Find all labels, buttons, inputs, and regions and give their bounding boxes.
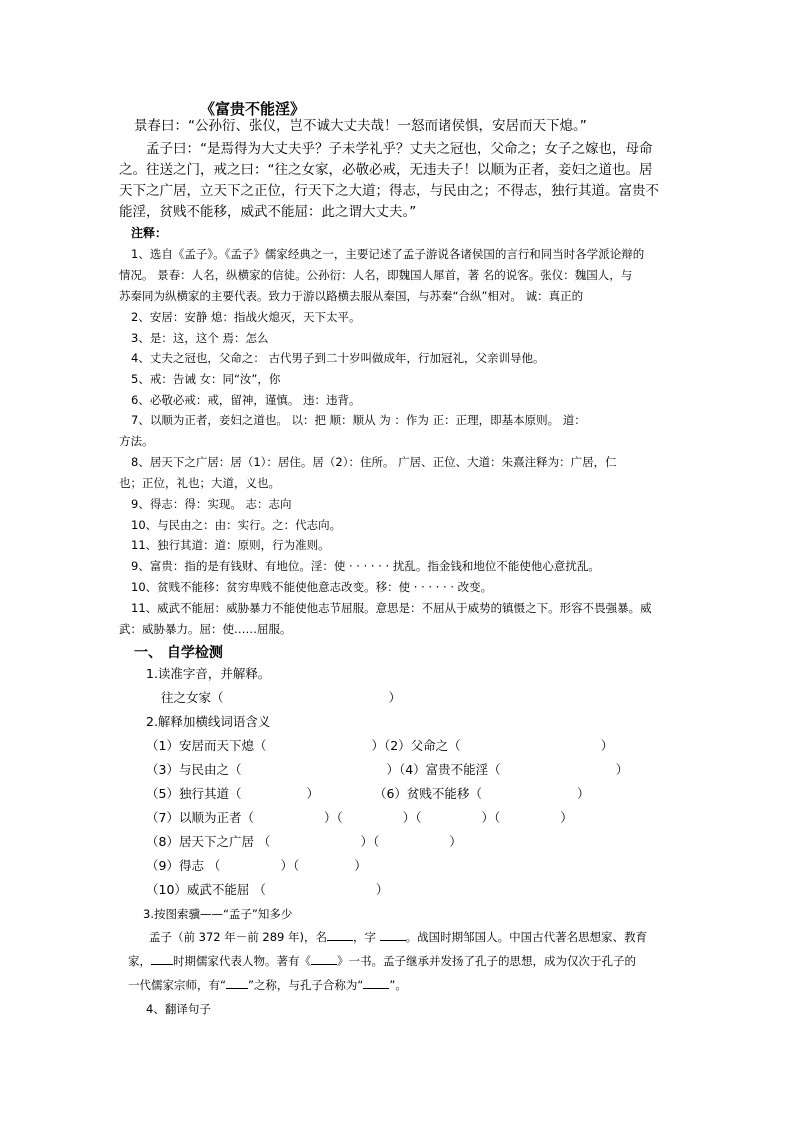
q2-close-5: ） bbox=[560, 810, 573, 825]
q2-item-7: （7）以顺为正者（ bbox=[146, 810, 254, 825]
passage-line-3: 之。往送之门，戒之曰：“往之女家，必敬必戒，无违夫子！以顺为正者，妾妇之道也。居 bbox=[119, 162, 653, 178]
note-8b: 也；正位，礼也；大道，义也。 bbox=[119, 476, 280, 490]
q2-close-4: ） bbox=[576, 786, 590, 801]
q2-row-4 bbox=[146, 809, 573, 827]
q2-item-9: （9）得志 （ bbox=[146, 858, 221, 873]
q3-l2-part-a: 家， bbox=[128, 954, 151, 968]
q2-row-2 bbox=[146, 761, 628, 779]
passage-line-5: 能淫，贫贱不能移，威武不能屈：此之谓大丈夫。” bbox=[119, 204, 417, 220]
note-2: 2、安居：安静 熄：指战火熄灭，天下太平。 bbox=[131, 310, 361, 324]
q2-close-6: ） bbox=[449, 834, 462, 849]
note-9b: 9、富贵：指的是有钱财、有地位。淫：使 · · · · · · 扰乱。指金钱和地位不能使他心意扰乱。 bbox=[131, 559, 600, 573]
q3-l1-part-c: 。战国时期邹国人。中国古代著名思想家、教育 bbox=[405, 930, 648, 944]
q2-row-5 bbox=[146, 833, 462, 851]
q2-item-6: （6）贫贱不能移（ bbox=[373, 786, 482, 801]
q2-item-8: （8）居天下之广居 （ bbox=[146, 834, 271, 849]
section-heading: 一、 自学检测 bbox=[134, 645, 223, 661]
q2-item-1: （1）安居而天下熄（ bbox=[146, 738, 267, 753]
note-3: 3、是：这，这个 焉：怎么 bbox=[131, 331, 269, 345]
q2-item-3: （3）与民由之（ bbox=[146, 762, 242, 777]
q3-blank-book[interactable] bbox=[311, 952, 337, 965]
note-7b: 方法。 bbox=[119, 434, 154, 448]
q3-blank-courtesy-name[interactable] bbox=[380, 928, 406, 941]
q3-blank-joint-title[interactable] bbox=[363, 976, 389, 989]
note-7a: 7、以顺为正者，妾妇之道也。 以：把 顺：顺从 为 ：作为 正：正理，即基本原则。 道： bbox=[131, 413, 586, 427]
q1-close: ） bbox=[388, 690, 402, 705]
q3-l3-part-a: 一代儒家宗师，有“ bbox=[128, 978, 226, 992]
q2-row-6 bbox=[146, 857, 367, 875]
document-title: 《富贵不能淫》 bbox=[200, 100, 306, 118]
q3-line-1 bbox=[149, 928, 647, 946]
q2-close-7: ） bbox=[354, 858, 367, 873]
note-8a: 8、居天下之广居：居（1）：居住。居（2）：住所。 广居、正位、大道：朱熹注释为：广居，仁 bbox=[131, 455, 617, 469]
note-10: 10、与民由之：由：实行。之：代志向。 bbox=[131, 518, 342, 532]
q3-l3-part-c: ”。 bbox=[389, 978, 407, 992]
q3-line-2 bbox=[128, 952, 636, 970]
q2-sep-7c: ）（ bbox=[481, 810, 501, 825]
note-11bb: 武：威胁暴力。屈：使……屈服。 bbox=[119, 622, 292, 636]
q3-line-3 bbox=[128, 976, 407, 994]
q2-sep-9: ）（ bbox=[280, 858, 300, 873]
q1-item-text: 往之女家（ bbox=[161, 690, 224, 705]
q2-item-2: ）（2）父命之（ bbox=[371, 738, 461, 753]
note-11ba: 11、威武不能屈：威胁暴力不能使他志节屈服。意思是：不屈从于威势的镇慑之下。形容不畏强暴。威 bbox=[131, 601, 652, 615]
question-2: 2.解释加横线词语含义 bbox=[146, 714, 271, 729]
q2-item-10: （10）威武不能屈 （ bbox=[146, 882, 266, 897]
note-6: 6、必敬必戒：戒，留神，谨慎。 违：违背。 bbox=[131, 393, 361, 407]
q2-item-4: ）（4）富贵不能淫（ bbox=[386, 762, 501, 777]
q3-blank-name[interactable] bbox=[327, 928, 353, 941]
note-1b: 情况。 景春：人名，纵横家的信徒。公孙衍：人名，即魏国人犀首，著 名的说客。张仪：魏国人，与 bbox=[119, 268, 633, 282]
q3-l2-part-c: 》一书。孟子继承并发扬了孔子的思想，成为仅次于孔子的 bbox=[337, 954, 636, 968]
passage-line-1: 景春曰：“公孙衍、张仪，岂不诚大丈夫哉！一怒而诸侯惧，安居而天下熄。” bbox=[134, 118, 587, 134]
note-1c: 苏秦同为纵横家的主要代表。致力于游以路横去服从秦国，与苏秦“合纵”相对。 诚：真正的 bbox=[119, 289, 584, 303]
q2-sep-7b: ）（ bbox=[402, 810, 422, 825]
q3-blank-title[interactable] bbox=[226, 976, 248, 989]
q3-blank-period[interactable] bbox=[151, 952, 173, 965]
question-3: 3.按图索骥——“孟子”知多少 bbox=[143, 907, 293, 921]
q3-l2-part-b: 时期儒家代表人物。著有《 bbox=[173, 954, 311, 968]
q2-sep-8: ）（ bbox=[360, 834, 380, 849]
q2-sep-7a: ）（ bbox=[323, 810, 343, 825]
note-10b: 10、贫贱不能移：贫穷卑贱不能使他意志改变。移：使 · · · · · · 改变。 bbox=[131, 580, 493, 594]
question-4: 4、翻译句子 bbox=[146, 1002, 211, 1016]
notes-heading: 注释： bbox=[131, 226, 168, 240]
q2-close-2: ） bbox=[615, 762, 629, 777]
question-1-item bbox=[161, 689, 401, 707]
note-5: 5、戒：告诫 女：同“汝”，你 bbox=[131, 372, 281, 386]
q2-close-3: ） bbox=[306, 786, 319, 801]
note-1a: 1、选自《孟子》。《孟子》儒家经典之一，主要记述了孟子游说各诸侯国的言行和同当时各学派论辩的 bbox=[131, 247, 645, 261]
q3-l1-part-a: 孟子（前 372 年－前 289 年)，名 bbox=[149, 930, 328, 944]
q3-l3-part-b: ”之称，与孔子合称为“ bbox=[247, 978, 364, 992]
note-11: 11、独行其道：道：原则，行为准则。 bbox=[131, 538, 330, 552]
q3-l1-part-b: ，字 bbox=[353, 930, 380, 944]
q2-close-8: ） bbox=[375, 882, 389, 897]
q2-row-1 bbox=[146, 737, 613, 755]
question-1: 1.读准字音，并解释。 bbox=[146, 666, 271, 681]
note-9: 9、得志：得：实现。 志：志向 bbox=[131, 497, 292, 511]
passage-line-4: 天下之广居，立天下之正位，行天下之大道；得志，与民由之；不得志，独行其道。富贵不 bbox=[119, 183, 659, 199]
passage-line-2: 孟子曰：“是焉得为大丈夫乎？子未学礼乎？丈夫之冠也，父命之；女子之嫁也，母命 bbox=[146, 141, 653, 157]
q2-row-7 bbox=[146, 881, 388, 899]
note-4: 4、丈夫之冠也，父命之： 古代男子到二十岁叫做成年，行加冠礼，父亲训导他。 bbox=[131, 351, 545, 365]
q2-close-1: ） bbox=[600, 738, 614, 753]
q2-row-3 bbox=[146, 785, 589, 803]
q2-item-5: （5）独行其道（ bbox=[146, 786, 242, 801]
